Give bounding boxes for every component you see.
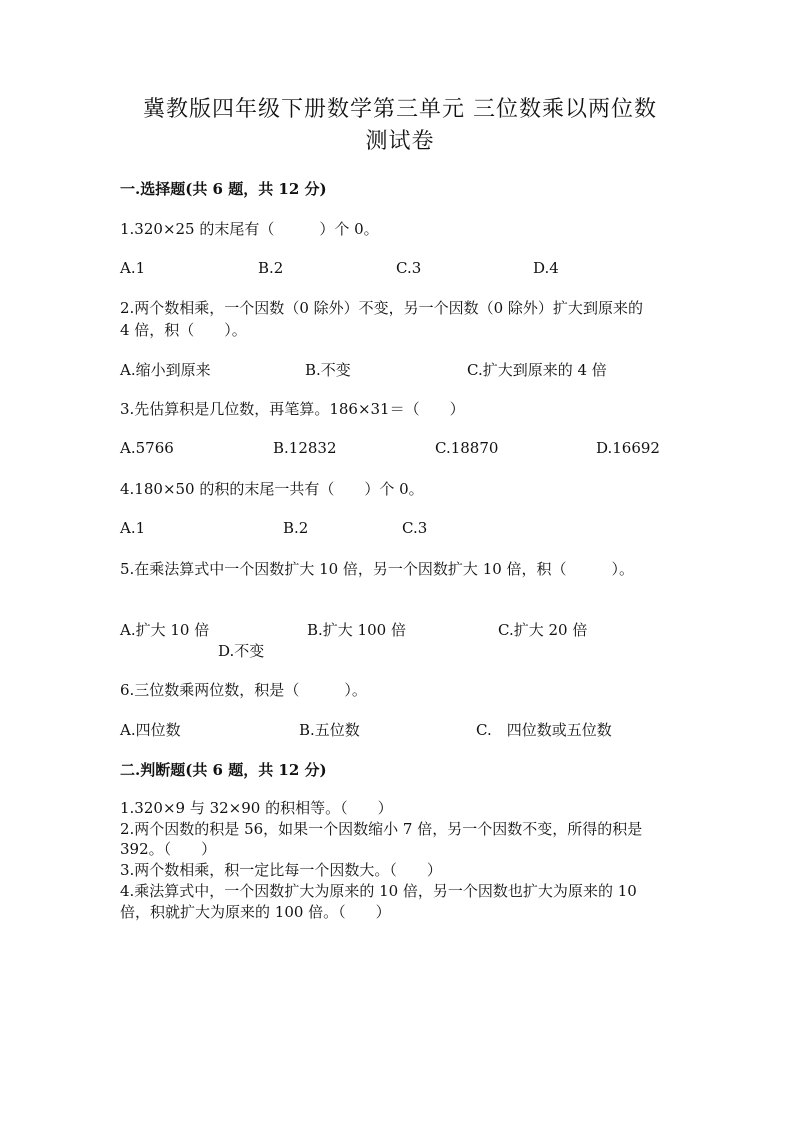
option-5d: D.不变 xyxy=(218,642,265,660)
question-6: 6.三位数乘两位数，积是（ ）。 xyxy=(120,681,367,699)
option-4b: B.2 xyxy=(283,519,309,537)
option-5b: B.扩大 100 倍 xyxy=(307,621,406,639)
option-1a: A.1 xyxy=(120,259,146,277)
option-1c: C.3 xyxy=(396,259,422,277)
question-4: 4.180×50 的积的末尾一共有（ ）个 0。 xyxy=(120,480,424,498)
judgment-4-line1: 4.乘法算式中，一个因数扩大为原来的 10 倍，另一个因数也扩大为原来的 10 xyxy=(120,882,637,900)
exam-title-line1: 冀教版四年级下册数学第三单元 三位数乘以两位数 xyxy=(143,97,657,122)
option-4c: C.3 xyxy=(402,519,428,537)
question-1: 1.320×25 的末尾有（ ）个 0。 xyxy=(120,220,379,238)
judgment-1: 1.320×9 与 32×90 的积相等。（ ） xyxy=(120,799,393,817)
option-3d: D.16692 xyxy=(596,439,660,457)
option-3c: C.18870 xyxy=(435,439,499,457)
judgment-4-line2: 倍，积就扩大为原来的 100 倍。（ ） xyxy=(120,903,391,921)
section-heading-choice: 一.选择题(共 6 题，共 12 分) xyxy=(120,180,327,198)
option-2c: C.扩大到原来的 4 倍 xyxy=(467,361,607,379)
option-2a: A.缩小到原来 xyxy=(120,361,211,379)
question-2-line2: 4 倍，积（ ）。 xyxy=(120,321,247,339)
option-6a: A.四位数 xyxy=(120,721,181,739)
option-5c: C.扩大 20 倍 xyxy=(498,621,588,639)
exam-title-line2: 测试卷 xyxy=(365,129,435,154)
option-2b: B.不变 xyxy=(305,361,351,379)
option-4a: A.1 xyxy=(120,519,146,537)
question-2-line1: 2.两个数相乘，一个因数（0 除外）不变，另一个因数（0 除外）扩大到原来的 xyxy=(120,299,643,317)
judgment-3: 3.两个数相乘，积一定比每一个因数大。（ ） xyxy=(120,861,442,879)
option-6b: B.五位数 xyxy=(299,721,360,739)
option-6c: C. 四位数或五位数 xyxy=(476,721,612,739)
option-1b: B.2 xyxy=(258,259,284,277)
judgment-2-line1: 2.两个因数的积是 56，如果一个因数缩小 7 倍，另一个因数不变，所得的积是 xyxy=(120,820,643,838)
option-5a: A.扩大 10 倍 xyxy=(120,621,210,639)
question-3: 3.先估算积是几位数，再笔算。186×31＝（ ） xyxy=(120,400,465,418)
option-3b: B.12832 xyxy=(273,439,337,457)
section-heading-judgment: 二.判断题(共 6 题，共 12 分) xyxy=(120,761,327,779)
question-5: 5.在乘法算式中一个因数扩大 10 倍，另一个因数扩大 10 倍，积（ ）。 xyxy=(120,560,635,578)
option-3a: A.5766 xyxy=(120,439,174,457)
judgment-2-line2: 392。（ ） xyxy=(120,840,217,858)
option-1d: D.4 xyxy=(533,259,559,277)
